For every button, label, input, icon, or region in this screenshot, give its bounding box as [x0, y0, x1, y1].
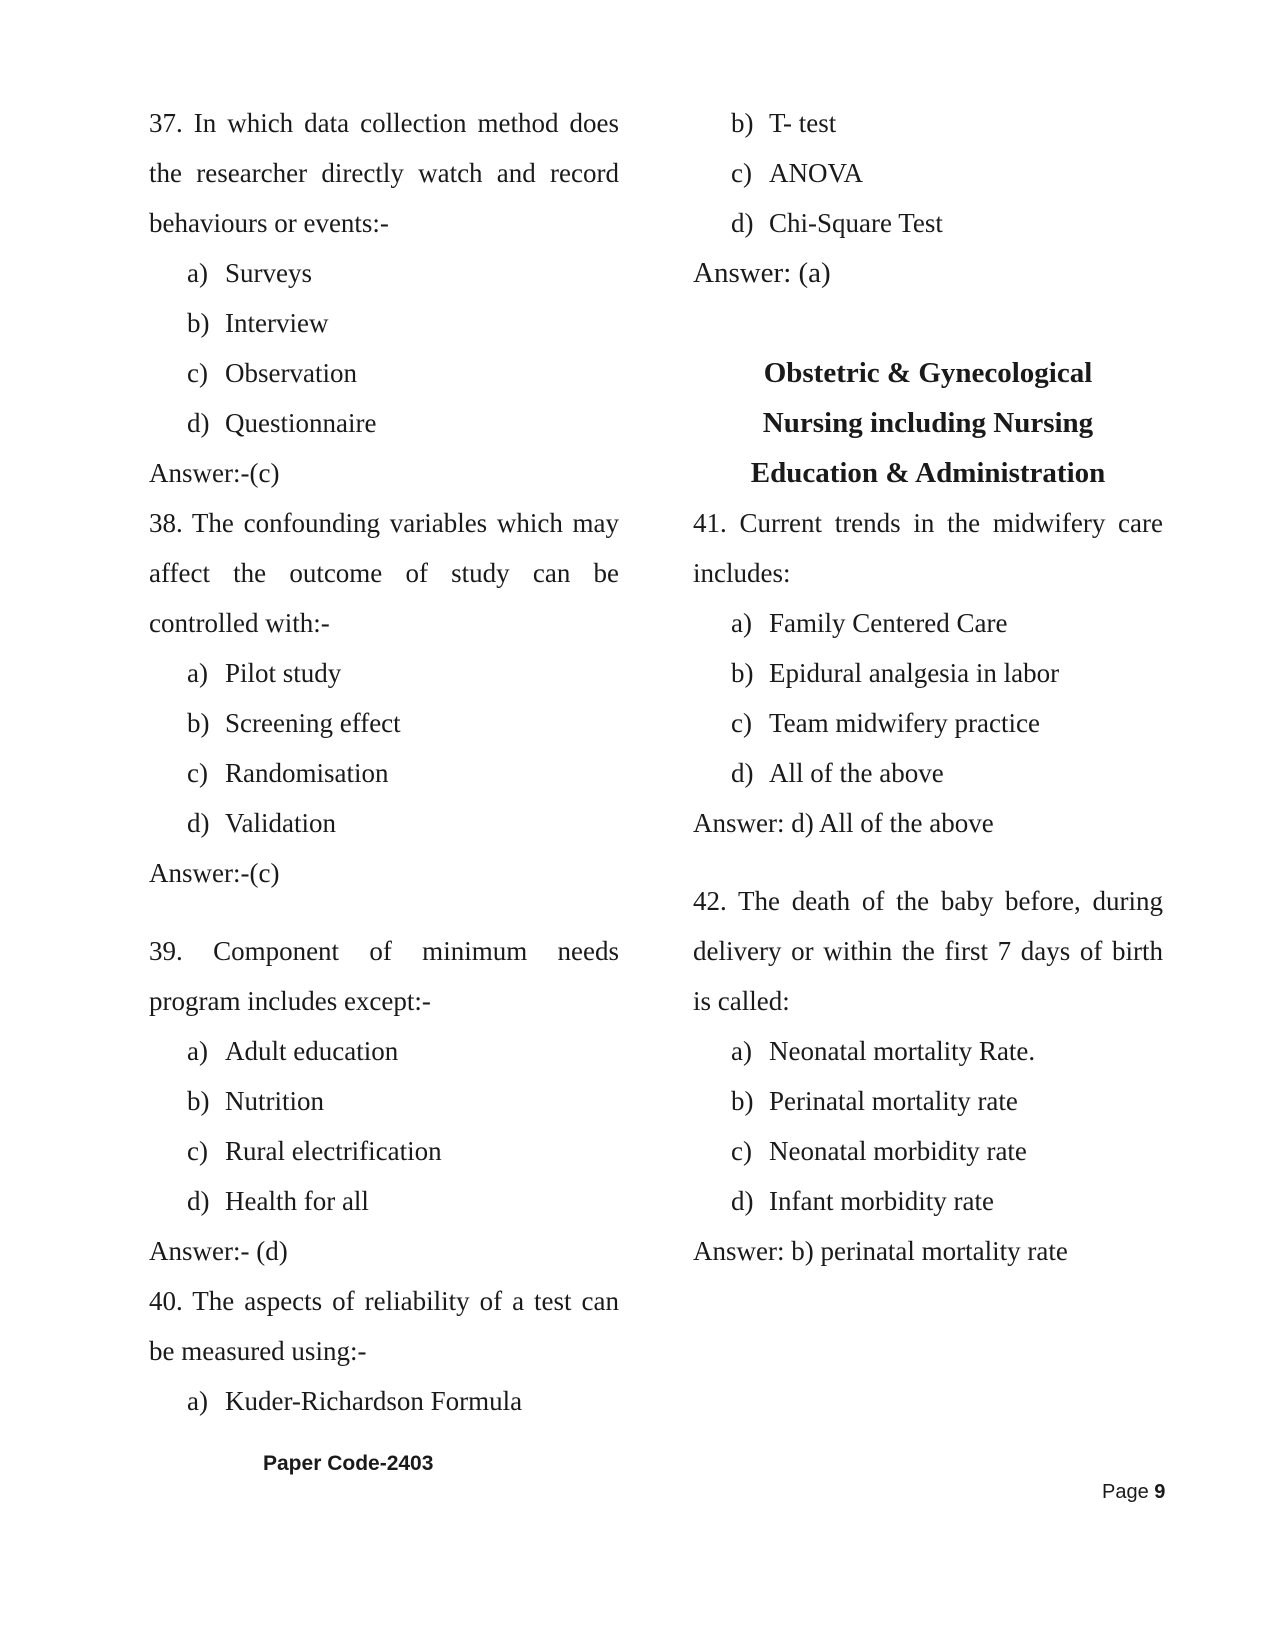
left-column: [149, 98, 619, 1426]
option-item: [187, 698, 619, 748]
option-text: Kuder-Richardson Formula: [225, 1386, 523, 1416]
option-letter: b): [187, 308, 210, 338]
option-letter: a): [731, 608, 752, 638]
option-item: [731, 1126, 1163, 1176]
question-37-options: [149, 248, 619, 448]
option-text: Screening effect: [225, 708, 401, 738]
option-text: Chi-Square Test: [769, 208, 943, 238]
option-text: Neonatal morbidity rate: [769, 1136, 1027, 1166]
spacer: [149, 898, 619, 926]
question-39-options: [149, 1026, 619, 1226]
option-letter: d): [731, 758, 754, 788]
option-text: Family Centered Care: [769, 608, 1008, 638]
option-text: Epidural analgesia in labor: [769, 658, 1060, 688]
option-text: Infant morbidity rate: [769, 1186, 994, 1216]
page-number-value: 9: [1154, 1481, 1166, 1503]
question-42-options: [693, 1026, 1163, 1226]
option-letter: d): [731, 1186, 754, 1216]
question-41-text: 41. Current trends in the midwifery care includes:: [693, 508, 1163, 588]
option-letter: b): [731, 108, 754, 138]
option-text: Observation: [225, 358, 357, 388]
option-text: Health for all: [225, 1186, 369, 1216]
option-text: Interview: [225, 308, 329, 338]
option-item: [187, 1026, 619, 1076]
option-letter: c): [731, 1136, 752, 1166]
option-text: T- test: [769, 108, 837, 138]
question-39-answer: Answer:- (d): [149, 1236, 288, 1266]
option-letter: b): [731, 658, 754, 688]
option-item: [731, 598, 1163, 648]
section-heading-line-3: Education & Administration: [750, 457, 1106, 489]
option-text: ANOVA: [769, 158, 864, 188]
section-heading-line-1: Obstetric & Gynecological: [763, 357, 1093, 389]
question-38-text: 38. The confounding variables which may affect the outcome of study can be controlled with:-: [149, 508, 619, 638]
question-41-answer: Answer: d) All of the above: [693, 808, 994, 838]
option-letter: b): [187, 1086, 210, 1116]
option-item: [731, 1076, 1163, 1126]
option-item: [731, 748, 1163, 798]
option-item: [187, 748, 619, 798]
option-letter: c): [187, 1136, 208, 1166]
spacer: [693, 848, 1163, 876]
option-letter: c): [187, 758, 208, 788]
question-40-options-part2: [693, 98, 1163, 248]
option-text: Questionnaire: [225, 408, 377, 438]
page-number: [1102, 1481, 1165, 1504]
option-letter: a): [187, 658, 208, 688]
question-40-text: 40. The aspects of reliability of a test can be measured using:-: [149, 1286, 619, 1366]
option-text: Nutrition: [225, 1086, 324, 1116]
question-37-text: 37. In which data collection method does the researcher directly watch and record behaviours or events:-: [149, 108, 619, 238]
option-text: Neonatal mortality Rate.: [769, 1036, 1036, 1066]
option-text: Validation: [225, 808, 336, 838]
page-label: Page: [1102, 1481, 1149, 1503]
paper-code: Paper Code-2403: [263, 1452, 434, 1475]
option-text: Randomisation: [225, 758, 389, 788]
question-38-options: [149, 648, 619, 848]
option-item: [187, 348, 619, 398]
option-letter: c): [187, 358, 208, 388]
question-40-options-part1: [149, 1376, 619, 1426]
option-letter: d): [187, 808, 210, 838]
option-item: [187, 1076, 619, 1126]
option-item: [187, 798, 619, 848]
option-item: [731, 198, 1163, 248]
question-39-text: 39. Component of minimum needs program includes except:-: [149, 936, 619, 1016]
option-text: Rural electrification: [225, 1136, 442, 1166]
option-item: [187, 1126, 619, 1176]
option-item: [731, 98, 1163, 148]
option-letter: d): [731, 208, 754, 238]
option-item: [731, 1176, 1163, 1226]
option-letter: b): [731, 1086, 754, 1116]
option-letter: d): [187, 1186, 210, 1216]
option-letter: d): [187, 408, 210, 438]
spacer: [693, 298, 1163, 348]
question-42-text: 42. The death of the baby before, during delivery or within the first 7 days of birth is called:: [693, 886, 1163, 1016]
option-letter: a): [187, 1036, 208, 1066]
option-text: Adult education: [225, 1036, 399, 1066]
option-item: [731, 148, 1163, 198]
right-column: [693, 98, 1163, 1276]
option-letter: c): [731, 708, 752, 738]
option-item: [731, 698, 1163, 748]
option-letter: a): [187, 1386, 208, 1416]
question-37-answer: Answer:-(c): [149, 458, 280, 488]
option-item: [187, 398, 619, 448]
option-item: [731, 1026, 1163, 1076]
option-text: All of the above: [769, 758, 944, 788]
option-text: Surveys: [225, 258, 312, 288]
option-letter: a): [187, 258, 208, 288]
option-item: [187, 1176, 619, 1226]
option-item: [187, 648, 619, 698]
option-text: Pilot study: [225, 658, 342, 688]
option-letter: b): [187, 708, 210, 738]
option-item: [187, 298, 619, 348]
question-41-options: [693, 598, 1163, 798]
question-40-answer: Answer: (a): [693, 257, 831, 289]
option-item: [187, 1376, 619, 1426]
question-42-answer: Answer: b) perinatal mortality rate: [693, 1236, 1068, 1266]
option-letter: a): [731, 1036, 752, 1066]
question-38-answer: Answer:-(c): [149, 858, 280, 888]
option-text: Perinatal mortality rate: [769, 1086, 1018, 1116]
section-heading-line-2: Nursing including Nursing: [762, 407, 1094, 439]
option-item: [731, 648, 1163, 698]
option-letter: c): [731, 158, 752, 188]
option-text: Team midwifery practice: [769, 708, 1040, 738]
option-item: [187, 248, 619, 298]
